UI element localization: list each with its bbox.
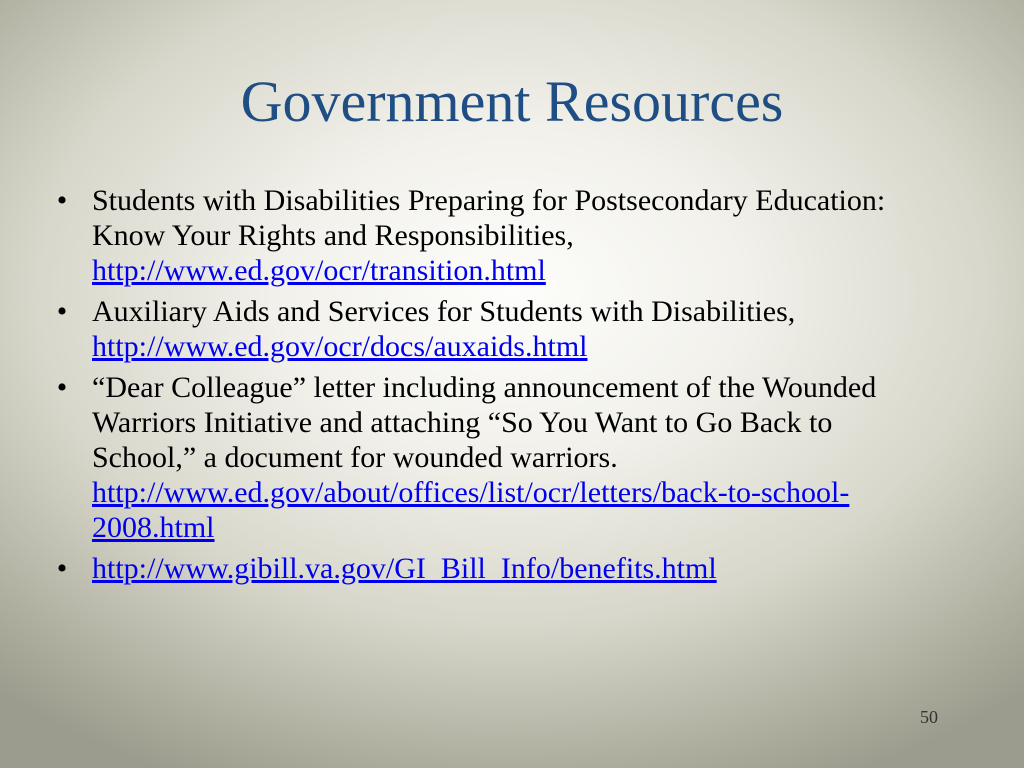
bullet-item-2 — [52, 294, 932, 364]
bullet-text: “Dear Colleague” letter including announcement of the Wounded Warriors Initiative and attaching “So You Want to Go Back to School,” a document for wounded warriors. — [92, 371, 877, 474]
gibill-link[interactable]: http://www.gibill.va.gov/GI_Bill_Info/benefits.html — [92, 552, 717, 585]
bullet-item-4 — [52, 551, 932, 586]
bullet-text: Auxiliary Aids and Services for Students with Disabilities, — [92, 295, 796, 328]
slide-title: Government Resources — [240, 69, 784, 134]
bullet-dot-icon: • — [56, 295, 68, 328]
bullet-list — [52, 183, 932, 592]
bullet-dot-icon: • — [56, 184, 68, 217]
bullet-item-1 — [52, 183, 932, 288]
transition-link[interactable]: http://www.ed.gov/ocr/transition.html — [92, 254, 546, 287]
bullet-item-3 — [52, 370, 932, 545]
bullet-dot-icon: • — [56, 371, 68, 404]
auxaids-link[interactable]: http://www.ed.gov/ocr/docs/auxaids.html — [92, 330, 588, 363]
back-to-school-link[interactable]: http://www.ed.gov/about/offices/list/ocr/letters/back-to-school-2008.html — [92, 476, 850, 544]
bullet-dot-icon: • — [56, 552, 68, 585]
bullet-text: Students with Disabilities Preparing for Postsecondary Education: Know Your Rights and Responsibilities, — [92, 184, 886, 252]
page-number: 50 — [920, 707, 938, 727]
